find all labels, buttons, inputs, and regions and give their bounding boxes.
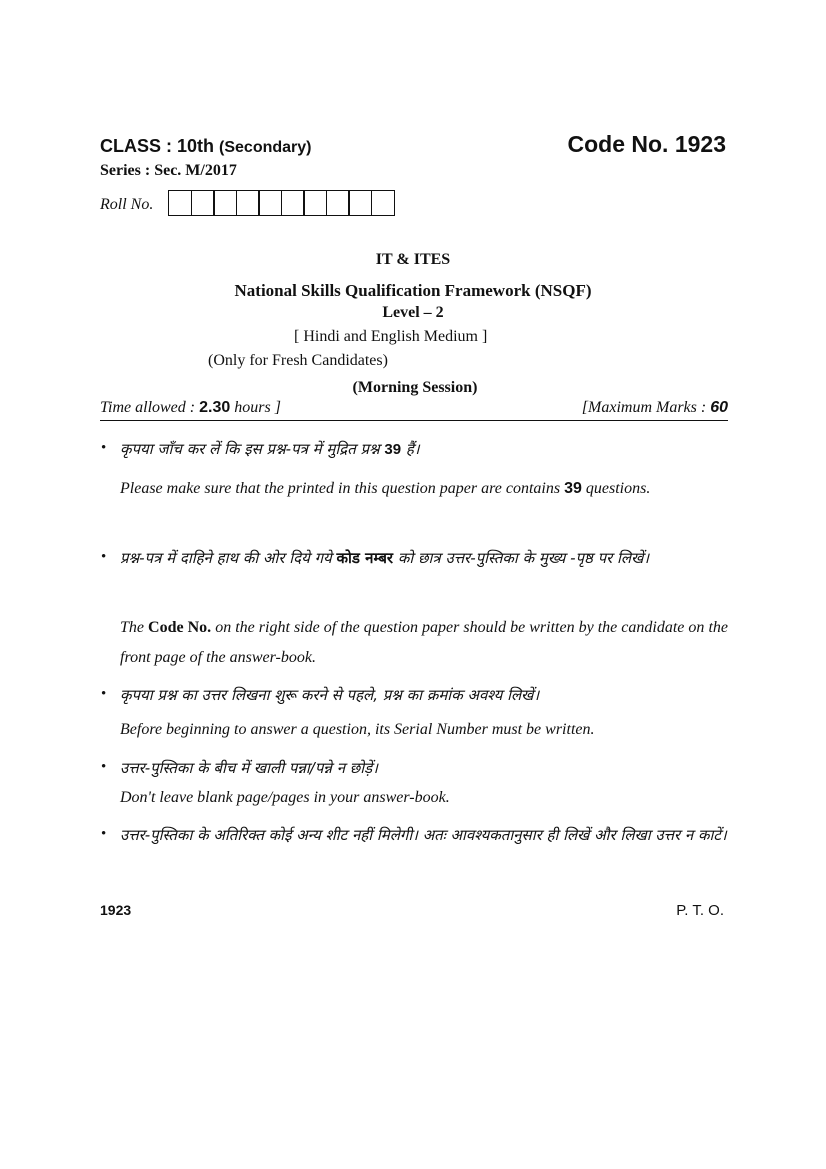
maximum-marks — [582, 399, 728, 417]
instruction-1-hindi — [120, 434, 728, 465]
bullet-icon: • — [101, 440, 107, 456]
instruction-2-english — [120, 613, 728, 673]
i2-hi-text: प्रश्न-पत्र में दाहिने हाथ की ओर दिये गये — [120, 549, 337, 567]
level-title: Level – 2 — [382, 304, 444, 321]
subject-title: IT & ITES — [375, 251, 451, 268]
instruction-4-english: Don't leave blank page/pages in your answer-book. — [120, 789, 450, 806]
i2-hi-end: को छात्र उत्तर-पुस्तिका के मुख्य -पृष्ठ पर लिखें। — [393, 549, 650, 567]
instruction-3-hindi: कृपया प्रश्न का उत्तर लिखना शुरू करने से पहले, प्रश्न का क्रमांक अवश्य लिखें। — [120, 686, 540, 704]
time-allowed — [100, 399, 281, 417]
i1-en-end: questions. — [581, 480, 651, 497]
roll-number-label: Roll No. — [100, 196, 154, 213]
i1-en-text: Please make sure that the printed in this question paper are contains — [120, 480, 565, 497]
i2-en-bold: Code No. — [148, 619, 212, 636]
instruction-2-hindi — [120, 543, 728, 573]
i2-en-end: on the right side of the question paper should be written by the candidate on the front page of the answer-book. — [120, 619, 729, 666]
i2-hi-bold: कोड नम्बर — [336, 549, 394, 567]
i1-hi-end: हैं। — [401, 440, 420, 458]
i1-en-num: 39 — [564, 480, 582, 497]
class-label — [100, 136, 312, 157]
class-text: CLASS : 10th — [100, 136, 215, 156]
bullet-icon: • — [101, 826, 107, 842]
roll-box — [191, 190, 215, 216]
instruction-5-hindi: उत्तर-पुस्तिका के अतिरिक्त कोई अन्य शीट नहीं मिलेगी। अतः आवश्यकतानुसार ही लिखें और लिखा उत्तर न काटें। — [120, 826, 727, 844]
roll-box — [326, 190, 350, 216]
roll-box — [371, 190, 395, 216]
marks-prefix: [Maximum Marks : — [581, 399, 711, 416]
footer-code: 1923 — [100, 902, 132, 918]
divider — [100, 420, 728, 421]
instruction-1-english — [120, 474, 728, 504]
i1-hi-num: 39 — [384, 441, 402, 458]
footer-pto: P. T. O. — [676, 902, 724, 919]
instruction-4-hindi: उत्तर-पुस्तिका के बीच में खाली पन्ना/पन्ने न छोड़ें। — [120, 759, 378, 777]
time-suffix: hours ] — [230, 399, 281, 416]
bullet-icon: • — [101, 549, 107, 565]
instruction-3-english: Before beginning to answer a question, its Serial Number must be written. — [120, 721, 595, 738]
roll-box — [348, 190, 372, 216]
roll-box — [236, 190, 260, 216]
series-label: Series : Sec. M/2017 — [100, 162, 237, 179]
time-prefix: Time allowed : — [100, 399, 200, 416]
code-number: Code No. 1923 — [567, 131, 726, 157]
bullet-icon: • — [101, 686, 107, 702]
medium-note: [ Hindi and English Medium ] — [294, 328, 488, 345]
roll-box — [213, 190, 237, 216]
framework-title: National Skills Qualification Framework (NSQF) — [234, 281, 592, 300]
roll-number-boxes — [168, 190, 393, 216]
i1-hi-text: कृपया जाँच कर लें कि इस प्रश्न-पत्र में मुद्रित प्रश्न — [120, 440, 385, 458]
class-sub: (Secondary) — [219, 139, 312, 156]
roll-box — [303, 190, 327, 216]
marks-value: 60 — [710, 399, 728, 416]
bullet-icon: • — [101, 759, 107, 775]
session-title: (Morning Session) — [352, 379, 478, 396]
roll-box — [281, 190, 305, 216]
time-value: 2.30 — [199, 399, 231, 416]
roll-box — [258, 190, 282, 216]
roll-box — [168, 190, 192, 216]
i2-en-text: The — [120, 619, 149, 636]
candidates-note: (Only for Fresh Candidates) — [208, 352, 388, 369]
